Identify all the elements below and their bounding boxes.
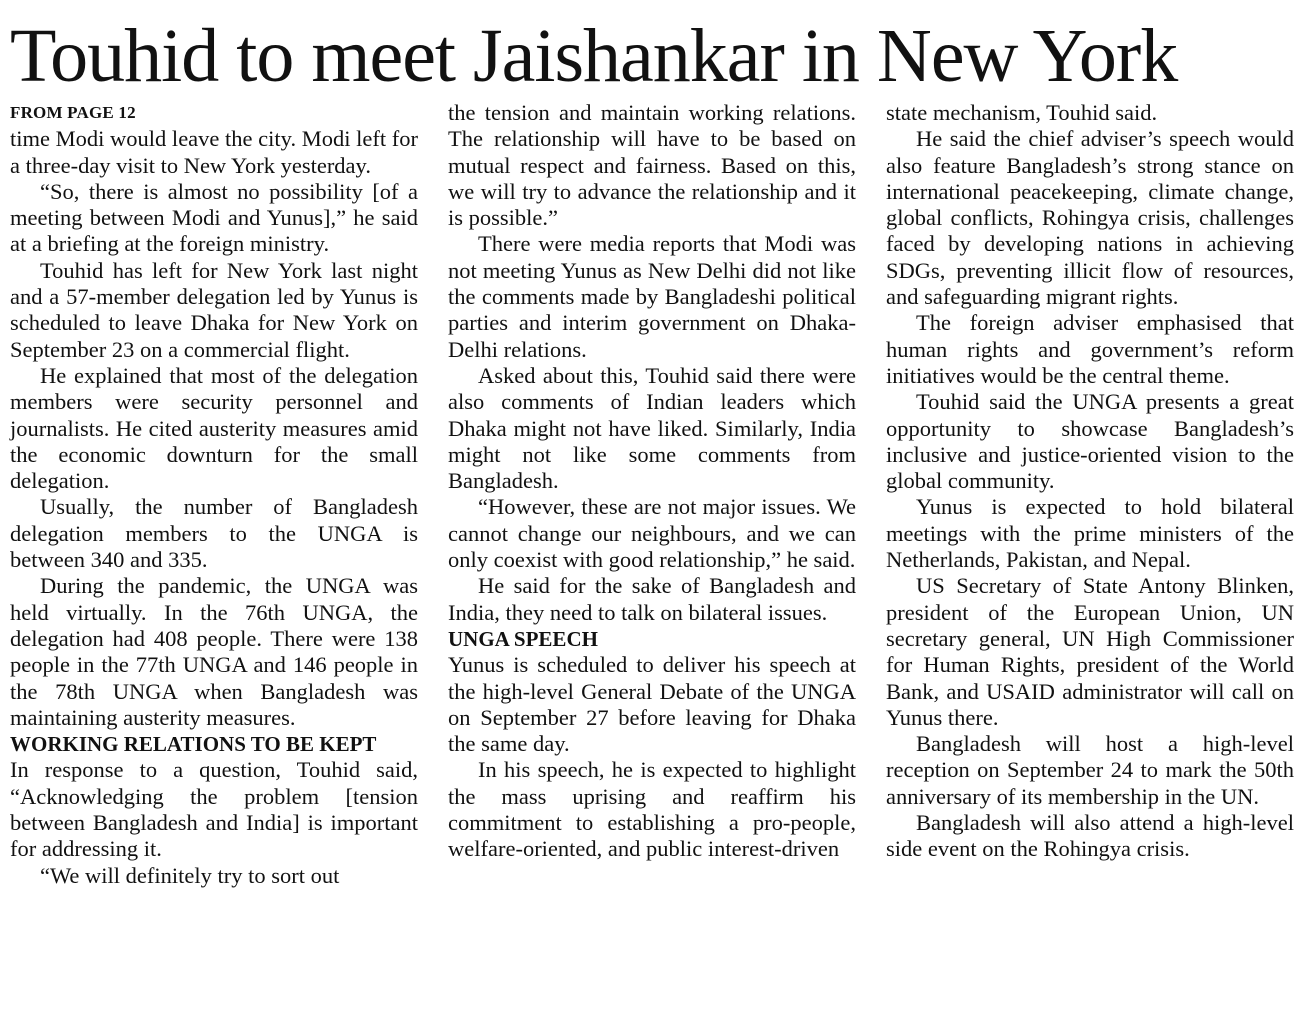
paragraph: Yunus is scheduled to deliver his speech at the high-level General Debate of the UNGA on September 27 before leaving for Dhaka the same day. — [448, 652, 856, 757]
paragraph-continuation: state mechanism, Touhid said. — [886, 100, 1158, 125]
paragraph-continued: “We will definitely try to sort out — [40, 862, 340, 888]
article-column-1 — [10, 100, 418, 889]
paragraph: US Secretary of State Antony Blinken, president of the European Union, UN secretary general, UN High Commissioner for Human Rights, president of the World Bank, and USAID administrator will call on Yunus there. — [886, 573, 1294, 730]
paragraph: “So, there is almost no possibility [of a meeting between Modi and Yunus],” he said at a briefing at the foreign ministry. — [10, 178, 418, 257]
paragraph: Touhid has left for New York last night and a 57-member delegation led by Yunus is scheduled to leave Dhaka for New York on September 23 on a commercial flight. — [10, 257, 418, 362]
paragraph: The foreign adviser emphasised that human rights and government’s reform initiatives would be the central theme. — [886, 310, 1294, 388]
paragraph: “However, these are not major issues. We cannot change our neighbours, and we can only coexist with good relationship,” he said. — [448, 494, 856, 573]
jump-kicker: FROM PAGE 12 — [10, 103, 136, 122]
paragraph: During the pandemic, the UNGA was held virtually. In the 76th UNGA, the delegation had 408 people. There were 138 people in the 77th UNGA and 146 people in the 78th UNGA when Bangladesh was maintaining austerity measures. — [10, 573, 418, 730]
subhead-unga-speech: UNGA SPEECH — [448, 626, 598, 651]
subhead-working-relations: WORKING RELATIONS TO BE KEPT — [10, 732, 377, 757]
paragraph: Bangladesh will also attend a high-level side event on the Rohingya crisis. — [886, 810, 1294, 862]
paragraph: He explained that most of the delegation members were security personnel and journalists. He cited austerity measures amid the economic downturn for the small delegation. — [10, 362, 418, 494]
paragraph: There were media reports that Modi was not meeting Yunus as New Delhi did not like the comments made by Bangladeshi political parties and interim government on Dhaka-Delhi relations. — [448, 231, 856, 362]
article-column-3 — [886, 100, 1294, 863]
headline: Touhid to meet Jaishankar in New York — [10, 14, 1178, 98]
paragraph: Usually, the number of Bangladesh delegation members to the UNGA is between 340 and 335. — [10, 494, 418, 573]
paragraph: time Modi would leave the city. Modi left for a three-day visit to New York yesterday. — [10, 126, 418, 178]
paragraph: Bangladesh will host a high-level reception on September 24 to mark the 50th anniversary of its membership in the UN. — [886, 731, 1294, 809]
paragraph-continuation: the tension and maintain working relations. The relationship will have to be based on mutual respect and fairness. Based on this, we will try to advance the relationship and it is possible.” — [448, 100, 856, 231]
paragraph: He said for the sake of Bangladesh and India, they need to talk on bilateral issues. — [448, 573, 856, 625]
paragraph: Asked about this, Touhid said there were also comments of Indian leaders which Dhaka might not have liked. Similarly, India might not like some comments from Bangladesh. — [448, 362, 856, 494]
paragraph: He said the chief adviser’s speech would also feature Bangladesh’s strong stance on international peacekeeping, climate change, global conflicts, Rohingya crisis, challenges faced by developing nations in achieving SDGs, preventing illicit flow of resources, and safeguarding migrant rights. — [886, 126, 1294, 310]
paragraph-continued: In his speech, he is expected to highlight the mass uprising and reaffirm his commitment to establishing a pro-people, welfare-oriented, and public interest-driven — [448, 757, 856, 862]
article-column-2 — [448, 100, 856, 863]
paragraph: Yunus is expected to hold bilateral meetings with the prime ministers of the Netherlands, Pakistan, and Nepal. — [886, 494, 1294, 573]
paragraph: Touhid said the UNGA presents a great opportunity to showcase Bangladesh’s inclusive and justice-oriented vision to the global community. — [886, 389, 1294, 494]
paragraph: In response to a question, Touhid said, “Acknowledging the problem [tension between Bangladesh and India] is important for addressing it. — [10, 757, 418, 862]
